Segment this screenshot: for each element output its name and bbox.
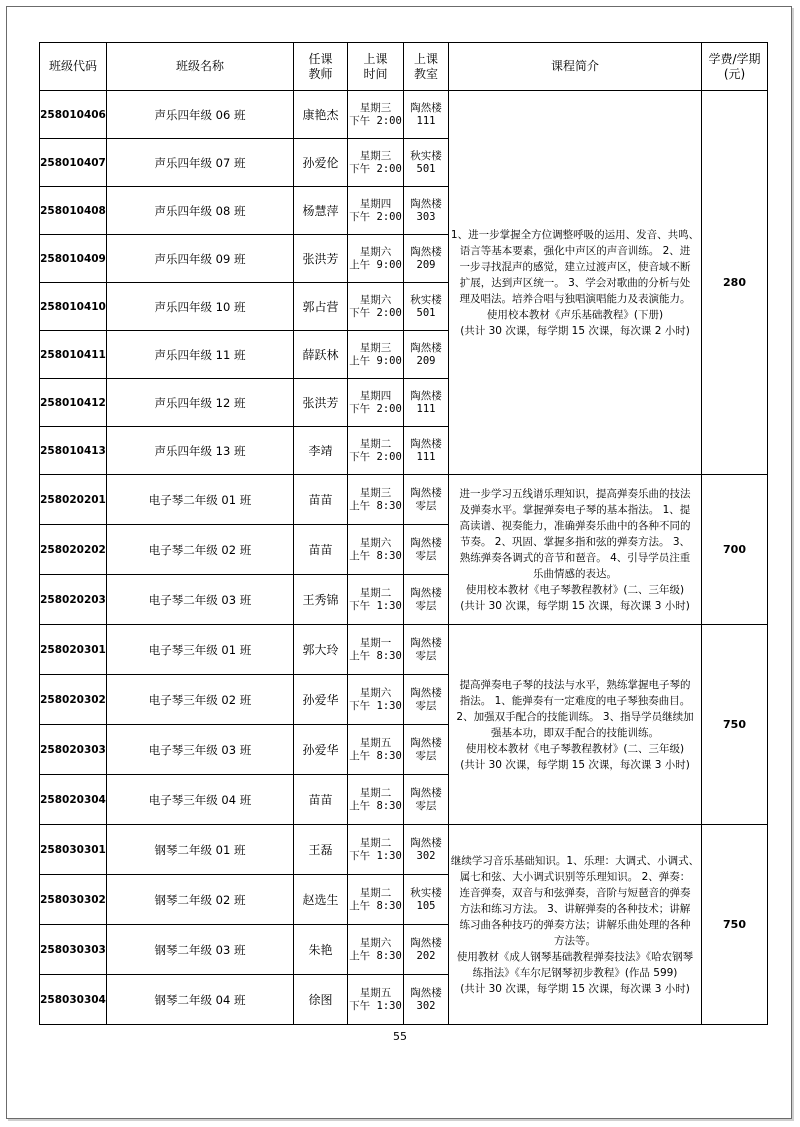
- teacher-name: 薛跃林: [294, 331, 348, 379]
- class-code: 258020301: [40, 625, 107, 675]
- class-time: [348, 675, 404, 725]
- class-time: [348, 925, 404, 975]
- class-time: [348, 825, 404, 875]
- class-time: [348, 139, 404, 187]
- description-line: 语言等基本要素，强化中声区的声音训练。 2、进: [459, 244, 691, 257]
- description-line: 使用教材《成人钢琴基础教程弹奏技法》《哈农钢琴: [456, 950, 694, 963]
- class-time: [348, 427, 404, 475]
- description-line: 扩展，达到声区统一。 3、学会对歌曲的分析与处: [459, 276, 691, 289]
- class-time: [348, 575, 404, 625]
- teacher-name: 郭占营: [294, 283, 348, 331]
- class-room-line: 陶然楼: [410, 936, 442, 949]
- class-room-line: 陶然楼: [410, 536, 442, 549]
- class-code: 258010411: [40, 331, 107, 379]
- class-room-line: 209: [416, 354, 436, 367]
- class-time-line: 星期五: [359, 736, 392, 749]
- class-time-line: 星期三: [359, 149, 392, 162]
- class-room-line: 秋实楼: [410, 886, 442, 899]
- class-code: 258030303: [40, 925, 107, 975]
- class-code: 258010408: [40, 187, 107, 235]
- class-room: [404, 427, 449, 475]
- class-room-line: 零层: [415, 799, 437, 812]
- class-room-line: 零层: [415, 649, 437, 662]
- tuition-fee: 700: [702, 475, 768, 625]
- class-time-line: 星期二: [359, 437, 392, 450]
- course-description: [449, 475, 702, 625]
- class-code: 258010413: [40, 427, 107, 475]
- class-room-line: 陶然楼: [410, 389, 442, 402]
- header-fee: 学费/学期 (元): [702, 43, 768, 91]
- class-room-line: 零层: [415, 699, 437, 712]
- class-name: 电子琴三年级 04 班: [107, 775, 294, 825]
- description-line: 提高弹奏电子琴的技法与水平，熟练掌握电子琴的: [459, 678, 691, 691]
- class-room-line: 陶然楼: [410, 437, 442, 450]
- class-room: [404, 975, 449, 1025]
- tuition-fee: 750: [702, 825, 768, 1025]
- class-time-line: 上午 8:30: [349, 649, 402, 662]
- class-time-line: 星期二: [359, 586, 392, 599]
- class-room-line: 零层: [415, 499, 437, 512]
- class-room-line: 陶然楼: [410, 786, 442, 799]
- description-line: (共计 30 次课，每学期 15 次课，每次课 2 小时): [460, 324, 690, 337]
- description-line: 进一步学习五线谱乐理知识，提高弹奏乐曲的技法: [459, 487, 691, 500]
- class-code: 258030302: [40, 875, 107, 925]
- teacher-name: 朱艳: [294, 925, 348, 975]
- description-line: 指法。 1、能弹奏有一定难度的电子琴独奏曲目。: [459, 694, 691, 707]
- class-code: 258020201: [40, 475, 107, 525]
- class-room-line: 111: [416, 450, 436, 463]
- teacher-name: 苗苗: [294, 525, 348, 575]
- class-name: 声乐四年级 07 班: [107, 139, 294, 187]
- class-room-line: 302: [416, 999, 436, 1012]
- class-time-line: 上午 8:30: [349, 549, 402, 562]
- class-room: [404, 825, 449, 875]
- class-code: 258010412: [40, 379, 107, 427]
- class-time: [348, 283, 404, 331]
- class-name: 声乐四年级 13 班: [107, 427, 294, 475]
- class-time-line: 下午 2:00: [349, 402, 402, 415]
- description-line: 1、进一步掌握全方位调整呼吸的运用、发音、共鸣、: [450, 228, 700, 241]
- header-row: [40, 43, 768, 91]
- class-room-line: 陶然楼: [410, 245, 442, 258]
- description-line: 理及唱法。培养合唱与独唱演唱能力及表演能力。: [459, 292, 691, 305]
- class-time-line: 下午 2:00: [349, 306, 402, 319]
- class-room-line: 陶然楼: [410, 736, 442, 749]
- class-code: 258030301: [40, 825, 107, 875]
- class-time: [348, 625, 404, 675]
- description-line: 方法等。: [554, 934, 596, 947]
- class-time-line: 上午 8:30: [349, 949, 402, 962]
- class-code: 258010407: [40, 139, 107, 187]
- class-room: [404, 625, 449, 675]
- class-time: [348, 725, 404, 775]
- class-time: [348, 235, 404, 283]
- header-name: 班级名称: [107, 43, 294, 91]
- class-time-line: 星期二: [359, 886, 392, 899]
- teacher-name: 苗苗: [294, 775, 348, 825]
- class-time-line: 上午 8:30: [349, 499, 402, 512]
- class-room: [404, 525, 449, 575]
- class-name: 声乐四年级 10 班: [107, 283, 294, 331]
- class-name: 电子琴三年级 01 班: [107, 625, 294, 675]
- header-time: 上课 时间: [348, 43, 404, 91]
- class-time-line: 下午 1:30: [349, 599, 402, 612]
- class-room: [404, 283, 449, 331]
- course-description: [449, 91, 702, 475]
- description-line: 高读谱、视奏能力，准确弹奏乐曲中的各种不同的: [459, 519, 691, 532]
- header-description: 课程简介: [449, 43, 702, 91]
- class-name: 声乐四年级 09 班: [107, 235, 294, 283]
- class-time-line: 星期三: [359, 341, 392, 354]
- description-line: 属七和弦、大小调式识别等乐理知识。 2、弹奏：: [459, 870, 691, 883]
- description-line: 及弹奏水平。掌握弹奏电子琴的基本指法。 1、提: [459, 503, 691, 516]
- class-room: [404, 725, 449, 775]
- class-time-line: 星期六: [359, 536, 392, 549]
- class-room: [404, 187, 449, 235]
- course-table: [39, 42, 768, 1025]
- header-code: 班级代码: [40, 43, 107, 91]
- teacher-name: 苗苗: [294, 475, 348, 525]
- class-time-line: 星期二: [359, 836, 392, 849]
- class-code: 258020303: [40, 725, 107, 775]
- course-description: [449, 625, 702, 825]
- class-room-line: 陶然楼: [410, 101, 442, 114]
- header-room: 上课 教室: [404, 43, 449, 91]
- description-line: 使用校本教材《电子琴教程教材》(二、三年级): [465, 583, 685, 596]
- class-name: 声乐四年级 11 班: [107, 331, 294, 379]
- class-room: [404, 575, 449, 625]
- class-room-line: 陶然楼: [410, 986, 442, 999]
- description-line: 熟练弹奏各调式的音节和琶音。 4、引导学员注重: [459, 551, 691, 564]
- teacher-name: 孙爱华: [294, 675, 348, 725]
- class-time-line: 星期二: [359, 786, 392, 799]
- class-room: [404, 235, 449, 283]
- class-name: 声乐四年级 06 班: [107, 91, 294, 139]
- class-room-line: 302: [416, 849, 436, 862]
- class-time-line: 上午 8:30: [349, 749, 402, 762]
- class-room-line: 111: [416, 114, 436, 127]
- class-time-line: 星期六: [359, 686, 392, 699]
- description-line: 强基本功，即双手配合的技能训练。: [491, 726, 659, 739]
- class-code: 258010410: [40, 283, 107, 331]
- teacher-name: 李靖: [294, 427, 348, 475]
- class-room-line: 陶然楼: [410, 197, 442, 210]
- class-name: 电子琴二年级 03 班: [107, 575, 294, 625]
- class-name: 钢琴二年级 04 班: [107, 975, 294, 1025]
- class-time-line: 下午 2:00: [349, 162, 402, 175]
- class-room-line: 陶然楼: [410, 686, 442, 699]
- teacher-name: 郭大玲: [294, 625, 348, 675]
- class-name: 电子琴三年级 02 班: [107, 675, 294, 725]
- class-time-line: 星期六: [359, 245, 392, 258]
- table-row: [40, 625, 768, 675]
- class-time-line: 上午 8:30: [349, 899, 402, 912]
- course-description: [449, 825, 702, 1025]
- class-time-line: 星期六: [359, 936, 392, 949]
- class-room: [404, 875, 449, 925]
- teacher-name: 孙爱伦: [294, 139, 348, 187]
- description-line: (共计 30 次课，每学期 15 次课，每次课 3 小时): [460, 599, 690, 612]
- class-time-line: 星期四: [359, 389, 392, 402]
- teacher-name: 张洪芳: [294, 235, 348, 283]
- description-line: (共计 30 次课，每学期 15 次课，每次课 3 小时): [460, 982, 690, 995]
- class-name: 电子琴二年级 01 班: [107, 475, 294, 525]
- class-code: 258030304: [40, 975, 107, 1025]
- class-time-line: 下午 2:00: [349, 450, 402, 463]
- description-line: 节奏。 2、巩固、掌握多指和弦的弹奏方法。 3、: [459, 535, 691, 548]
- description-line: 乐曲情感的表达。: [533, 567, 617, 580]
- teacher-name: 王磊: [294, 825, 348, 875]
- table-row: [40, 91, 768, 139]
- class-room-line: 202: [416, 949, 436, 962]
- teacher-name: 赵选生: [294, 875, 348, 925]
- table-body: [40, 91, 768, 1025]
- class-time: [348, 775, 404, 825]
- class-code: 258020202: [40, 525, 107, 575]
- class-time-line: 上午 9:00: [349, 258, 402, 271]
- tuition-fee: 280: [702, 91, 768, 475]
- description-line: 2、加强双手配合的技能训练。 3、指导学员继续加: [456, 710, 694, 723]
- class-room-line: 陶然楼: [410, 636, 442, 649]
- class-name: 钢琴二年级 02 班: [107, 875, 294, 925]
- description-line: 继续学习音乐基础知识。1、乐理：大调式、小调式、: [450, 854, 700, 867]
- class-room: [404, 675, 449, 725]
- class-room-line: 陶然楼: [410, 486, 442, 499]
- description-line: 一步寻找混声的感觉，建立过渡声区，使音域不断: [459, 260, 691, 273]
- class-room-line: 105: [416, 899, 436, 912]
- class-name: 钢琴二年级 01 班: [107, 825, 294, 875]
- class-time-line: 下午 2:00: [349, 114, 402, 127]
- class-code: 258020203: [40, 575, 107, 625]
- class-room: [404, 379, 449, 427]
- class-time-line: 星期一: [359, 636, 392, 649]
- class-time-line: 下午 1:30: [349, 849, 402, 862]
- class-time: [348, 475, 404, 525]
- class-time: [348, 875, 404, 925]
- class-name: 钢琴二年级 03 班: [107, 925, 294, 975]
- class-time-line: 星期三: [359, 101, 392, 114]
- class-room-line: 零层: [415, 749, 437, 762]
- class-time: [348, 525, 404, 575]
- class-time: [348, 331, 404, 379]
- page-number: 55: [393, 1030, 407, 1043]
- description-line: 连音弹奏，双音与和弦弹奏，音阶与短琶音的弹奏: [459, 886, 691, 899]
- class-room-line: 209: [416, 258, 436, 271]
- class-room-line: 秋实楼: [410, 293, 442, 306]
- description-line: 使用校本教材《电子琴教程教材》(二、三年级): [465, 742, 685, 755]
- class-code: 258010406: [40, 91, 107, 139]
- class-code: 258020304: [40, 775, 107, 825]
- teacher-name: 张洪芳: [294, 379, 348, 427]
- class-name: 电子琴二年级 02 班: [107, 525, 294, 575]
- description-line: 练习曲各种技巧的弹奏方法；讲解乐曲处理的各种: [459, 918, 691, 931]
- class-time-line: 上午 9:00: [349, 354, 402, 367]
- table-row: [40, 825, 768, 875]
- class-room-line: 秋实楼: [410, 149, 442, 162]
- class-room: [404, 139, 449, 187]
- class-room-line: 陶然楼: [410, 836, 442, 849]
- tuition-fee: 750: [702, 625, 768, 825]
- description-line: 使用校本教材《声乐基础教程》(下册): [486, 308, 664, 321]
- class-time-line: 星期四: [359, 197, 392, 210]
- header-teacher: 任课 教师: [294, 43, 348, 91]
- class-code: 258010409: [40, 235, 107, 283]
- description-line: (共计 30 次课，每学期 15 次课，每次课 3 小时): [460, 758, 690, 771]
- description-line: 练指法》《车尔尼钢琴初步教程》(作品 599): [472, 966, 678, 979]
- description-line: 方法和练习方法。 3、讲解弹奏的各种技术；讲解: [459, 902, 691, 915]
- class-time: [348, 91, 404, 139]
- class-code: 258020302: [40, 675, 107, 725]
- teacher-name: 杨慧萍: [294, 187, 348, 235]
- class-room-line: 零层: [415, 599, 437, 612]
- class-name: 电子琴三年级 03 班: [107, 725, 294, 775]
- teacher-name: 孙爱华: [294, 725, 348, 775]
- class-time-line: 下午 1:30: [349, 699, 402, 712]
- class-room: [404, 331, 449, 379]
- class-time: [348, 379, 404, 427]
- class-room-line: 陶然楼: [410, 341, 442, 354]
- class-room-line: 303: [416, 210, 436, 223]
- class-time-line: 上午 8:30: [349, 799, 402, 812]
- class-time: [348, 975, 404, 1025]
- class-time-line: 星期三: [359, 486, 392, 499]
- class-name: 声乐四年级 08 班: [107, 187, 294, 235]
- class-time-line: 星期六: [359, 293, 392, 306]
- class-room: [404, 91, 449, 139]
- class-time: [348, 187, 404, 235]
- class-room-line: 零层: [415, 549, 437, 562]
- class-room: [404, 775, 449, 825]
- class-room-line: 501: [416, 306, 436, 319]
- class-room: [404, 925, 449, 975]
- teacher-name: 王秀锦: [294, 575, 348, 625]
- class-time-line: 下午 2:00: [349, 210, 402, 223]
- class-time-line: 星期五: [359, 986, 392, 999]
- class-name: 声乐四年级 12 班: [107, 379, 294, 427]
- table-row: [40, 475, 768, 525]
- class-time-line: 下午 1:30: [349, 999, 402, 1012]
- class-room-line: 陶然楼: [410, 586, 442, 599]
- teacher-name: 徐图: [294, 975, 348, 1025]
- class-room-line: 111: [416, 402, 436, 415]
- teacher-name: 康艳杰: [294, 91, 348, 139]
- class-room-line: 501: [416, 162, 436, 175]
- class-room: [404, 475, 449, 525]
